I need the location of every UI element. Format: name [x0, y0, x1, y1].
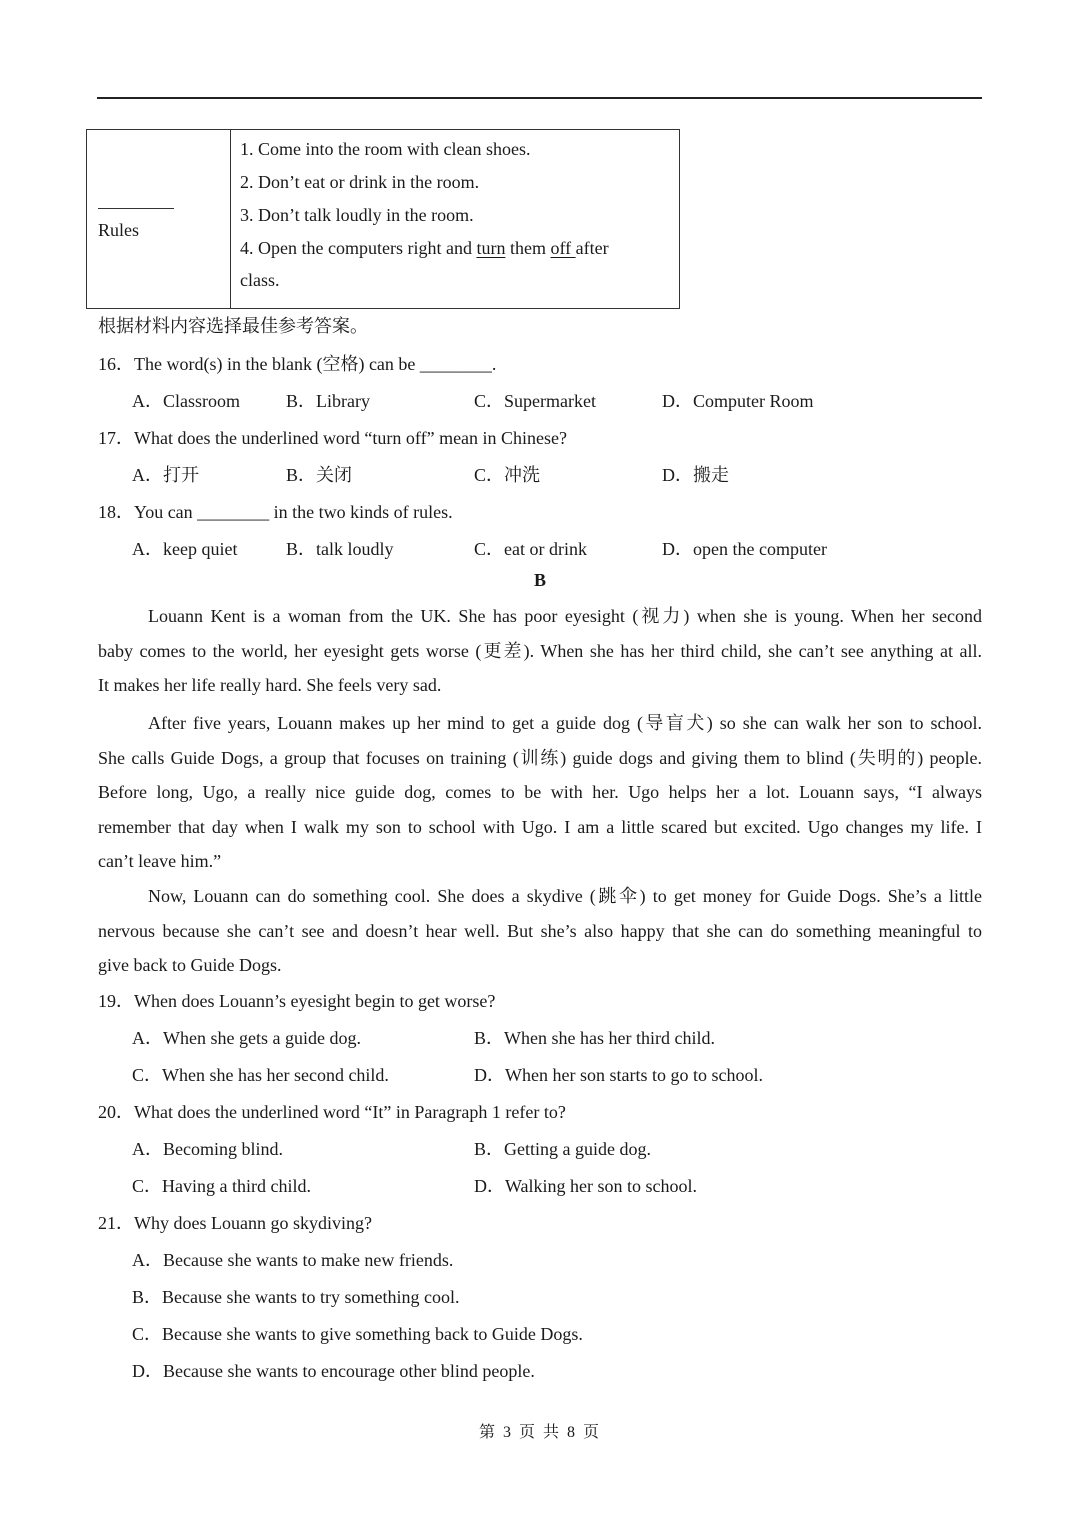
passage-paragraph-2	[98, 705, 982, 878]
q20-option-c: C．Having a third child.	[132, 1176, 311, 1196]
q17-option-d: D．搬走	[662, 465, 729, 485]
rules-label: Rules	[98, 220, 140, 240]
instruction: 根据材料内容选择最佳参考答案。	[98, 316, 368, 336]
q19-option-d: D．When her son starts to go to school.	[474, 1065, 763, 1085]
q21-option-a: A．Because she wants to make new friends.	[132, 1250, 454, 1270]
passage-line: Louann Kent is a woman from the UK. She has poor eyesight (视力) when she is young. When her second	[148, 606, 982, 626]
rules-blank-line	[98, 208, 174, 209]
q20-option-d: D．Walking her son to school.	[474, 1176, 698, 1196]
q21-option-c: C．Because she wants to give something back to Guide Dogs.	[132, 1324, 583, 1344]
underlined-turn: turn	[476, 238, 506, 258]
rule-4-pre: 4. Open the computers right and	[240, 238, 477, 258]
rule-4	[240, 238, 609, 259]
rule-1: 1. Come into the room with clean shoes.	[240, 139, 531, 159]
rule-4-post: after	[575, 238, 609, 258]
q18-option-d: D．open the computer	[662, 539, 827, 559]
passage-line: It makes her life really hard. She feels very sad.	[98, 675, 442, 695]
q20-option-a: A．Becoming blind.	[132, 1139, 283, 1159]
q16-option-d: D．Computer Room	[662, 391, 814, 411]
table-divider	[230, 130, 231, 308]
q18-option-a: A．keep quiet	[132, 539, 238, 559]
rule-4-mid: them	[505, 238, 551, 258]
passage-line: nervous because she can’t see and doesn’t hear well. But she’s also happy that she can do something meaningful to	[98, 920, 982, 941]
q18-option-c: C．eat or drink	[474, 539, 587, 559]
q16-option-b: B．Library	[286, 391, 370, 411]
q17-option-c: C．冲洗	[474, 465, 541, 485]
rule-2: 2. Don’t eat or drink in the room.	[240, 172, 480, 192]
q16-option-a: A．Classroom	[132, 391, 240, 411]
passage-line: can’t leave him.”	[98, 851, 222, 871]
q16-stem: 16．The word(s) in the blank (空格) can be ________.	[98, 354, 497, 374]
header-rule	[97, 97, 982, 99]
q21-option-d: D．Because she wants to encourage other blind people.	[132, 1361, 535, 1381]
passage-paragraph-3	[98, 878, 982, 982]
passage-paragraph-1	[98, 598, 982, 702]
q20-stem: 20．What does the underlined word “It” in Paragraph 1 refer to?	[98, 1102, 566, 1122]
q17-option-a: A．打开	[132, 465, 199, 485]
q19-stem: 19．When does Louann’s eyesight begin to get worse?	[98, 991, 496, 1011]
passage-line: She calls Guide Dogs, a group that focuses on training (训练) guide dogs and giving them to blind (失明的) people.	[98, 747, 982, 768]
page-footer: 第 3 页 共 8 页	[478, 1424, 601, 1441]
q19-option-a: A．When she gets a guide dog.	[132, 1028, 361, 1048]
passage-line: give back to Guide Dogs.	[98, 955, 282, 975]
passage-line: remember that day when I walk my son to school with Ugo. I am a little scared but excited. Ugo changes my life. I	[98, 816, 982, 837]
passage-line: After five years, Louann makes up her mind to get a guide dog (导盲犬) so she can walk her son to school.	[148, 713, 982, 733]
q19-option-b: B．When she has her third child.	[474, 1028, 715, 1048]
rule-3: 3. Don’t talk loudly in the room.	[240, 205, 474, 225]
passage-line: Before long, Ugo, a really nice guide dog, comes to be with her. Ugo helps her a lot. Louann says, “I always	[98, 782, 982, 802]
passage-line: baby comes to the world, her eyesight gets worse (更差). When she has her third child, she can’t see anything at all.	[98, 640, 982, 661]
q18-option-b: B．talk loudly	[286, 539, 394, 559]
q17-option-b: B．关闭	[286, 465, 353, 485]
q21-stem: 21．Why does Louann go skydiving?	[98, 1213, 372, 1233]
q21-option-b: B．Because she wants to try something cool.	[132, 1287, 460, 1307]
q20-option-b: B．Getting a guide dog.	[474, 1139, 651, 1159]
q17-stem: 17．What does the underlined word “turn off” mean in Chinese?	[98, 428, 568, 448]
section-b-heading: B	[533, 570, 546, 590]
underlined-off: off	[550, 238, 576, 258]
q16-option-c: C．Supermarket	[474, 391, 596, 411]
q18-stem: 18．You can ________ in the two kinds of rules.	[98, 502, 453, 522]
q19-option-c: C．When she has her second child.	[132, 1065, 389, 1085]
passage-line: Now, Louann can do something cool. She does a skydive (跳伞) to get money for Guide Dogs. She’s a little	[148, 886, 982, 906]
rule-4-cont: class.	[240, 270, 280, 290]
